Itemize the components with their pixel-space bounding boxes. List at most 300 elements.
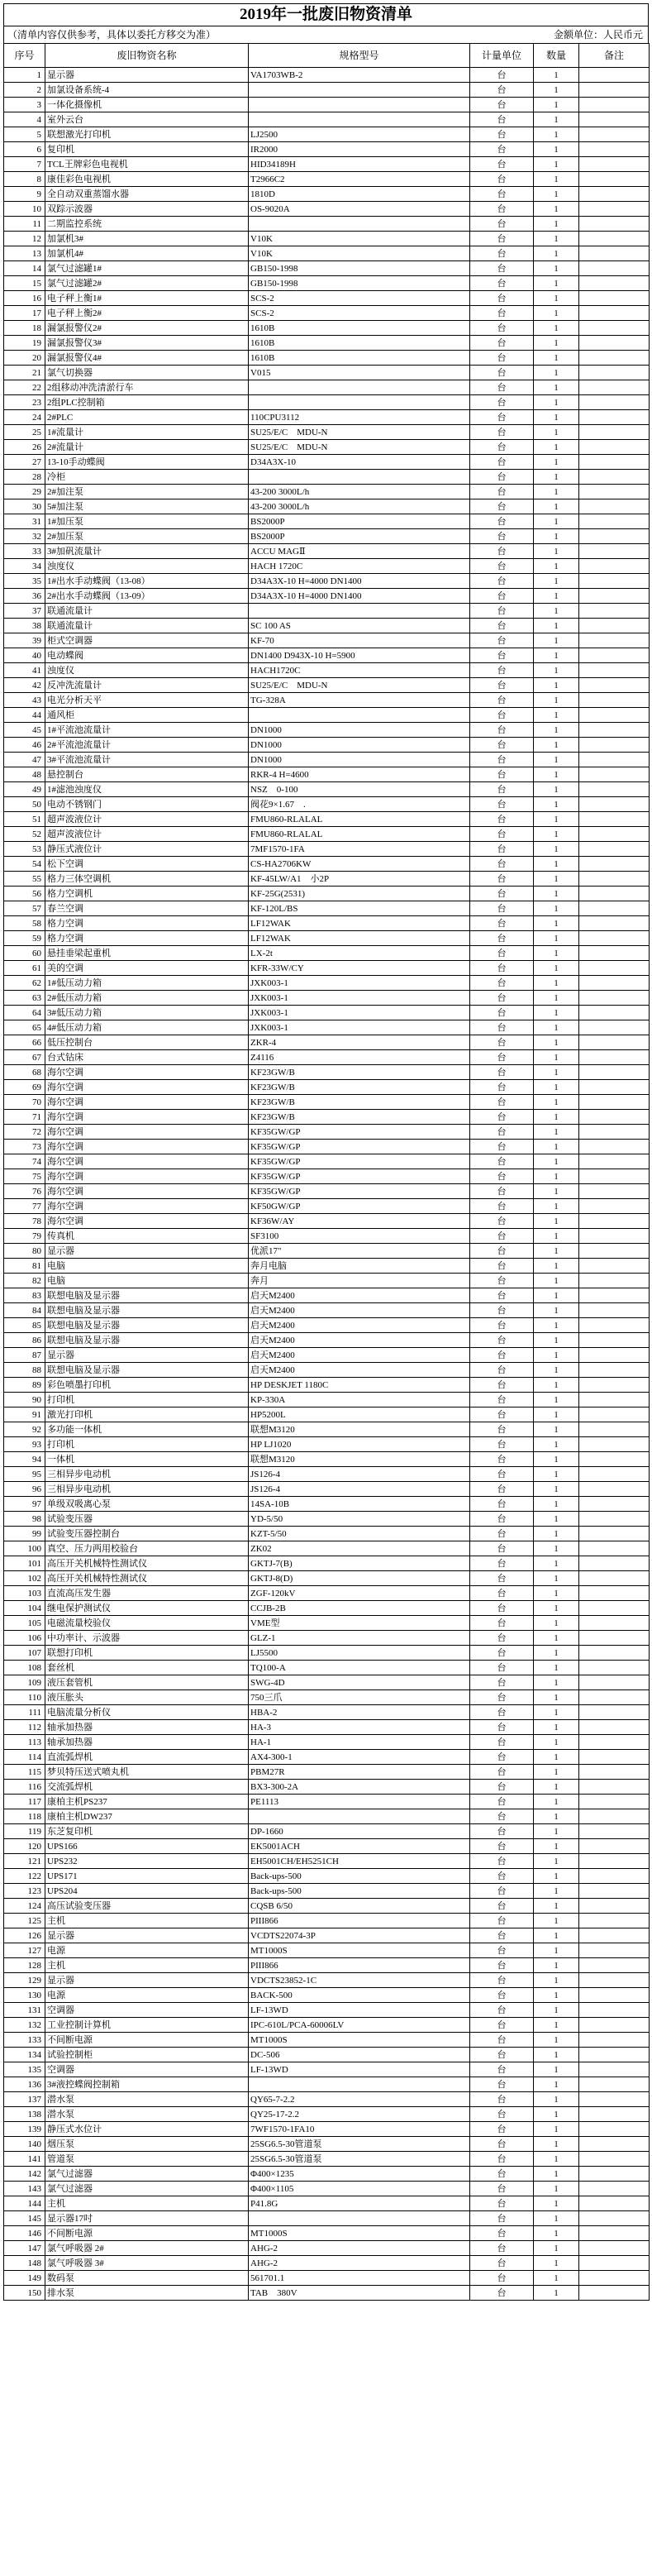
row-remark (579, 2033, 650, 2048)
table-row (4, 1824, 650, 1839)
table-row (4, 887, 650, 901)
row-name: 一体化摄像机 (45, 98, 249, 112)
row-spec: JXK003-1 (249, 991, 470, 1006)
row-spec: MT1000S (249, 1943, 470, 1958)
row-remark (579, 1184, 650, 1199)
row-qty: 1 (534, 1541, 579, 1556)
row-qty: 1 (534, 1184, 579, 1199)
row-remark (579, 529, 650, 544)
row-seq: 114 (4, 1750, 45, 1765)
row-seq: 141 (4, 2152, 45, 2167)
table-row (4, 2211, 650, 2226)
row-seq: 62 (4, 976, 45, 991)
row-name: 全自动双重蒸馏水器 (45, 187, 249, 202)
row-spec: 奔月电脑 (249, 1259, 470, 1274)
row-unit: 台 (470, 1110, 534, 1125)
row-seq: 136 (4, 2077, 45, 2092)
row-name: 联想激光打印机 (45, 127, 249, 142)
row-qty: 1 (534, 276, 579, 291)
row-spec (249, 83, 470, 98)
row-name: 打印机 (45, 1393, 249, 1407)
row-remark (579, 1154, 650, 1169)
row-spec: Φ400×1105 (249, 2182, 470, 2196)
table-row (4, 440, 650, 455)
row-seq: 42 (4, 678, 45, 693)
table-row (4, 202, 650, 217)
row-name: 一体机 (45, 1452, 249, 1467)
row-spec: DN1000 (249, 738, 470, 753)
disclaimer-note: （清单内容仅供参考，具体以委托方移交为准） (7, 29, 217, 41)
row-unit: 台 (470, 1646, 534, 1661)
row-unit: 台 (470, 410, 534, 425)
row-name: 梦贝特压送式喷丸机 (45, 1765, 249, 1780)
row-remark (579, 1140, 650, 1154)
row-spec: KF23GW/B (249, 1080, 470, 1095)
row-name: 2#加注泵 (45, 485, 249, 499)
row-remark (579, 425, 650, 440)
row-qty: 1 (534, 1586, 579, 1601)
table-row (4, 1214, 650, 1229)
row-name: 试验控制柜 (45, 2048, 249, 2062)
row-remark (579, 1675, 650, 1690)
row-seq: 58 (4, 916, 45, 931)
row-spec: T2966C2 (249, 172, 470, 187)
row-remark (579, 2196, 650, 2211)
row-seq: 51 (4, 812, 45, 827)
row-remark (579, 1333, 650, 1348)
table-row (4, 1765, 650, 1780)
row-unit: 台 (470, 336, 534, 351)
row-name: 3#加矾流量计 (45, 544, 249, 559)
row-spec: KF-45LW/A1 小2P (249, 872, 470, 887)
row-name: 格力空调 (45, 916, 249, 931)
row-spec (249, 380, 470, 395)
row-remark (579, 1854, 650, 1869)
row-unit: 台 (470, 1943, 534, 1958)
row-spec: HACH1720C (249, 663, 470, 678)
row-seq: 23 (4, 395, 45, 410)
row-name: 格力空调 (45, 931, 249, 946)
row-unit: 台 (470, 1512, 534, 1527)
row-name: 2组移动冲洗清淤行车 (45, 380, 249, 395)
row-seq: 36 (4, 589, 45, 604)
row-name: 2#出水手动蝶阀（13-09） (45, 589, 249, 604)
row-qty: 1 (534, 2152, 579, 2167)
row-qty: 1 (534, 812, 579, 827)
row-qty: 1 (534, 574, 579, 589)
row-name: UPS204 (45, 1884, 249, 1899)
row-remark (579, 1958, 650, 1973)
row-unit: 台 (470, 1348, 534, 1363)
row-unit: 台 (470, 2211, 534, 2226)
row-unit: 台 (470, 1497, 534, 1512)
row-spec: KFR-33W/CY (249, 961, 470, 976)
row-name: 真空、压力两用校验台 (45, 1541, 249, 1556)
row-spec: KF35GW/GP (249, 1140, 470, 1154)
row-unit: 台 (470, 366, 534, 380)
row-spec: JS126-4 (249, 1482, 470, 1497)
row-unit: 台 (470, 2271, 534, 2286)
table-row (4, 2003, 650, 2018)
row-name: 氯气切换器 (45, 366, 249, 380)
row-spec: 25SG6.5-30管道泵 (249, 2152, 470, 2167)
table-row (4, 1720, 650, 1735)
table-row (4, 2033, 650, 2048)
row-unit: 台 (470, 782, 534, 797)
row-remark (579, 1452, 650, 1467)
row-seq: 97 (4, 1497, 45, 1512)
row-unit: 台 (470, 931, 534, 946)
table-row (4, 1393, 650, 1407)
row-qty: 1 (534, 1214, 579, 1229)
row-spec: HP DESKJET 1180C (249, 1378, 470, 1393)
inventory-sheet (3, 3, 649, 2301)
table-row (4, 1854, 650, 1869)
row-qty: 1 (534, 1467, 579, 1482)
row-qty: 1 (534, 2107, 579, 2122)
row-unit: 台 (470, 217, 534, 232)
table-row (4, 514, 650, 529)
row-qty: 1 (534, 98, 579, 112)
row-remark (579, 991, 650, 1006)
row-unit: 台 (470, 2048, 534, 2062)
row-spec: KF-25G(2531) (249, 887, 470, 901)
row-name: 东芝复印机 (45, 1824, 249, 1839)
table-row (4, 2152, 650, 2167)
row-remark (579, 1661, 650, 1675)
row-name: 多功能一体机 (45, 1422, 249, 1437)
row-name: 2#低压动力箱 (45, 991, 249, 1006)
row-qty: 1 (534, 753, 579, 767)
row-name: 氯气过滤器 (45, 2182, 249, 2196)
row-spec: AHG-2 (249, 2256, 470, 2271)
row-seq: 90 (4, 1393, 45, 1407)
row-unit: 台 (470, 1720, 534, 1735)
row-seq: 116 (4, 1780, 45, 1795)
row-spec: SC 100 AS (249, 619, 470, 633)
row-remark (579, 753, 650, 767)
row-name: 轴承加热器 (45, 1735, 249, 1750)
table-row (4, 1050, 650, 1065)
row-seq: 65 (4, 1020, 45, 1035)
row-seq: 129 (4, 1973, 45, 1988)
table-row (4, 1839, 650, 1854)
row-seq: 104 (4, 1601, 45, 1616)
table-row (4, 916, 650, 931)
table-row (4, 1869, 650, 1884)
row-qty: 1 (534, 1437, 579, 1452)
row-name: 联想电脑及显示器 (45, 1318, 249, 1333)
row-unit: 台 (470, 1452, 534, 1467)
row-remark (579, 1422, 650, 1437)
row-seq: 44 (4, 708, 45, 723)
row-seq: 56 (4, 887, 45, 901)
row-remark (579, 1914, 650, 1928)
table-row (4, 1661, 650, 1675)
column-header-spec: 规格型号 (249, 44, 470, 68)
row-qty: 1 (534, 1631, 579, 1646)
row-remark (579, 1035, 650, 1050)
row-remark (579, 485, 650, 499)
row-spec: 7MF1570-1FA (249, 842, 470, 857)
row-spec: CCJB-2B (249, 1601, 470, 1616)
row-remark (579, 1467, 650, 1482)
row-spec: BX3-300-2A (249, 1780, 470, 1795)
row-qty: 1 (534, 1601, 579, 1616)
row-qty: 1 (534, 455, 579, 470)
row-seq: 54 (4, 857, 45, 872)
row-unit: 台 (470, 1169, 534, 1184)
row-remark (579, 2271, 650, 2286)
table-row (4, 1780, 650, 1795)
row-spec: LX-2t (249, 946, 470, 961)
row-spec: SCS-2 (249, 306, 470, 321)
row-remark (579, 812, 650, 827)
row-qty: 1 (534, 246, 579, 261)
row-remark (579, 514, 650, 529)
row-spec: TQ100-A (249, 1661, 470, 1675)
row-remark (579, 693, 650, 708)
row-remark (579, 2092, 650, 2107)
row-qty: 1 (534, 633, 579, 648)
row-remark (579, 2018, 650, 2033)
row-remark (579, 187, 650, 202)
row-remark (579, 1065, 650, 1080)
row-qty: 1 (534, 1720, 579, 1735)
row-spec: DN1000 (249, 723, 470, 738)
row-name: 联想电脑及显示器 (45, 1333, 249, 1348)
row-unit: 台 (470, 604, 534, 619)
row-unit: 台 (470, 1065, 534, 1080)
row-unit: 台 (470, 261, 534, 276)
row-seq: 59 (4, 931, 45, 946)
row-name: 台式钻床 (45, 1050, 249, 1065)
row-name: 液压套管机 (45, 1675, 249, 1690)
row-remark (579, 2107, 650, 2122)
row-spec: AHG-2 (249, 2241, 470, 2256)
row-name: 直流弧焊机 (45, 1750, 249, 1765)
row-seq: 14 (4, 261, 45, 276)
row-seq: 13 (4, 246, 45, 261)
row-remark (579, 232, 650, 246)
row-seq: 106 (4, 1631, 45, 1646)
row-unit: 台 (470, 395, 534, 410)
row-remark (579, 663, 650, 678)
row-spec: LJ5500 (249, 1646, 470, 1661)
row-qty: 1 (534, 1259, 579, 1274)
row-seq: 11 (4, 217, 45, 232)
row-spec: 43-200 3000L/h (249, 499, 470, 514)
table-row (4, 931, 650, 946)
table-row (4, 1497, 650, 1512)
table-row (4, 1646, 650, 1661)
table-row (4, 2048, 650, 2062)
table-row (4, 738, 650, 753)
row-spec (249, 604, 470, 619)
row-unit: 台 (470, 1527, 534, 1541)
column-header-name: 废旧物资名称 (45, 44, 249, 68)
table-row (4, 1675, 650, 1690)
table-row (4, 217, 650, 232)
table-row (4, 1541, 650, 1556)
row-qty: 1 (534, 440, 579, 455)
row-remark (579, 2137, 650, 2152)
row-qty: 1 (534, 529, 579, 544)
table-row (4, 976, 650, 991)
row-qty: 1 (534, 1571, 579, 1586)
row-unit: 台 (470, 1750, 534, 1765)
row-qty: 1 (534, 1348, 579, 1363)
row-spec: LF-13WD (249, 2062, 470, 2077)
row-seq: 63 (4, 991, 45, 1006)
row-remark (579, 98, 650, 112)
row-qty: 1 (534, 1199, 579, 1214)
sheet-subheader (3, 26, 649, 43)
row-seq: 148 (4, 2256, 45, 2271)
table-row (4, 336, 650, 351)
row-name: 2#PLC (45, 410, 249, 425)
row-unit: 台 (470, 1363, 534, 1378)
row-unit: 台 (470, 827, 534, 842)
row-name: 反冲洗流量计 (45, 678, 249, 693)
row-name: 显示器 (45, 1348, 249, 1363)
row-name: 二期监控系统 (45, 217, 249, 232)
row-spec: DC-506 (249, 2048, 470, 2062)
row-qty: 1 (534, 2077, 579, 2092)
row-spec: 1610B (249, 336, 470, 351)
row-qty: 1 (534, 1839, 579, 1854)
row-qty: 1 (534, 2003, 579, 2018)
row-seq: 12 (4, 232, 45, 246)
row-unit: 台 (470, 1303, 534, 1318)
row-remark (579, 1169, 650, 1184)
row-spec: YD-5/50 (249, 1512, 470, 1527)
row-spec: 启天M2400 (249, 1333, 470, 1348)
table-row (4, 172, 650, 187)
row-seq: 7 (4, 157, 45, 172)
row-seq: 39 (4, 633, 45, 648)
row-spec: ZKR-4 (249, 1035, 470, 1050)
table-row (4, 1586, 650, 1601)
row-unit: 台 (470, 1467, 534, 1482)
row-name: 海尔空调 (45, 1095, 249, 1110)
row-name: 加氯机3# (45, 232, 249, 246)
row-qty: 1 (534, 1824, 579, 1839)
row-unit: 台 (470, 112, 534, 127)
row-spec: DP-1660 (249, 1824, 470, 1839)
row-unit: 台 (470, 708, 534, 723)
row-name: 联通流量计 (45, 604, 249, 619)
row-remark (579, 1393, 650, 1407)
row-name: 电子秤上衡2# (45, 306, 249, 321)
row-remark (579, 1780, 650, 1795)
row-seq: 100 (4, 1541, 45, 1556)
row-spec: D34A3X-10 H=4000 DN1400 (249, 574, 470, 589)
row-name: 试验变压器控制台 (45, 1527, 249, 1541)
row-seq: 88 (4, 1363, 45, 1378)
table-row (4, 2286, 650, 2301)
row-remark (579, 1006, 650, 1020)
row-name: 交流弧焊机 (45, 1780, 249, 1795)
row-remark (579, 1288, 650, 1303)
row-unit: 台 (470, 142, 534, 157)
row-unit: 台 (470, 1006, 534, 1020)
row-name: 海尔空调 (45, 1140, 249, 1154)
row-spec: BACK-500 (249, 1988, 470, 2003)
row-qty: 1 (534, 827, 579, 842)
row-unit: 台 (470, 529, 534, 544)
row-spec: 14SA-10B (249, 1497, 470, 1512)
row-name: 轴承加热器 (45, 1720, 249, 1735)
row-seq: 53 (4, 842, 45, 857)
row-name: 海尔空调 (45, 1125, 249, 1140)
row-remark (579, 351, 650, 366)
row-spec: VA1703WB-2 (249, 68, 470, 83)
row-unit: 台 (470, 1675, 534, 1690)
row-spec: MT1000S (249, 2226, 470, 2241)
row-remark (579, 2182, 650, 2196)
row-unit: 台 (470, 276, 534, 291)
row-qty: 1 (534, 261, 579, 276)
row-unit: 台 (470, 916, 534, 931)
row-seq: 105 (4, 1616, 45, 1631)
row-qty: 1 (534, 2048, 579, 2062)
row-seq: 134 (4, 2048, 45, 2062)
row-unit: 台 (470, 1125, 534, 1140)
row-qty: 1 (534, 2271, 579, 2286)
table-row (4, 901, 650, 916)
row-seq: 66 (4, 1035, 45, 1050)
row-spec: KF-120L/BS (249, 901, 470, 916)
row-remark (579, 857, 650, 872)
row-qty: 1 (534, 1333, 579, 1348)
row-unit: 台 (470, 470, 534, 485)
row-name: 高压开关机械特性测试仪 (45, 1571, 249, 1586)
row-qty: 1 (534, 1393, 579, 1407)
row-qty: 1 (534, 306, 579, 321)
row-unit: 台 (470, 663, 534, 678)
row-qty: 1 (534, 1780, 579, 1795)
table-row (4, 678, 650, 693)
row-unit: 台 (470, 991, 534, 1006)
row-spec: 25SG6.5-30管道泵 (249, 2137, 470, 2152)
row-seq: 126 (4, 1928, 45, 1943)
row-spec: LF-13WD (249, 2003, 470, 2018)
table-row (4, 127, 650, 142)
row-unit: 台 (470, 2241, 534, 2256)
row-unit: 台 (470, 127, 534, 142)
row-name: 电光分析天平 (45, 693, 249, 708)
row-seq: 30 (4, 499, 45, 514)
row-spec: GB150-1998 (249, 261, 470, 276)
row-qty: 1 (534, 514, 579, 529)
table-row (4, 276, 650, 291)
row-spec: LF12WAK (249, 916, 470, 931)
row-name: 空调器 (45, 2062, 249, 2077)
table-row (4, 1229, 650, 1244)
row-unit: 台 (470, 1795, 534, 1809)
row-remark (579, 2048, 650, 2062)
row-name: 氯气过滤罐2# (45, 276, 249, 291)
row-remark (579, 2167, 650, 2182)
row-remark (579, 1795, 650, 1809)
row-unit: 台 (470, 767, 534, 782)
row-name: 继电保护测试仪 (45, 1601, 249, 1616)
row-remark (579, 633, 650, 648)
row-name: 海尔空调 (45, 1184, 249, 1199)
row-spec (249, 112, 470, 127)
row-spec: KF23GW/B (249, 1110, 470, 1125)
